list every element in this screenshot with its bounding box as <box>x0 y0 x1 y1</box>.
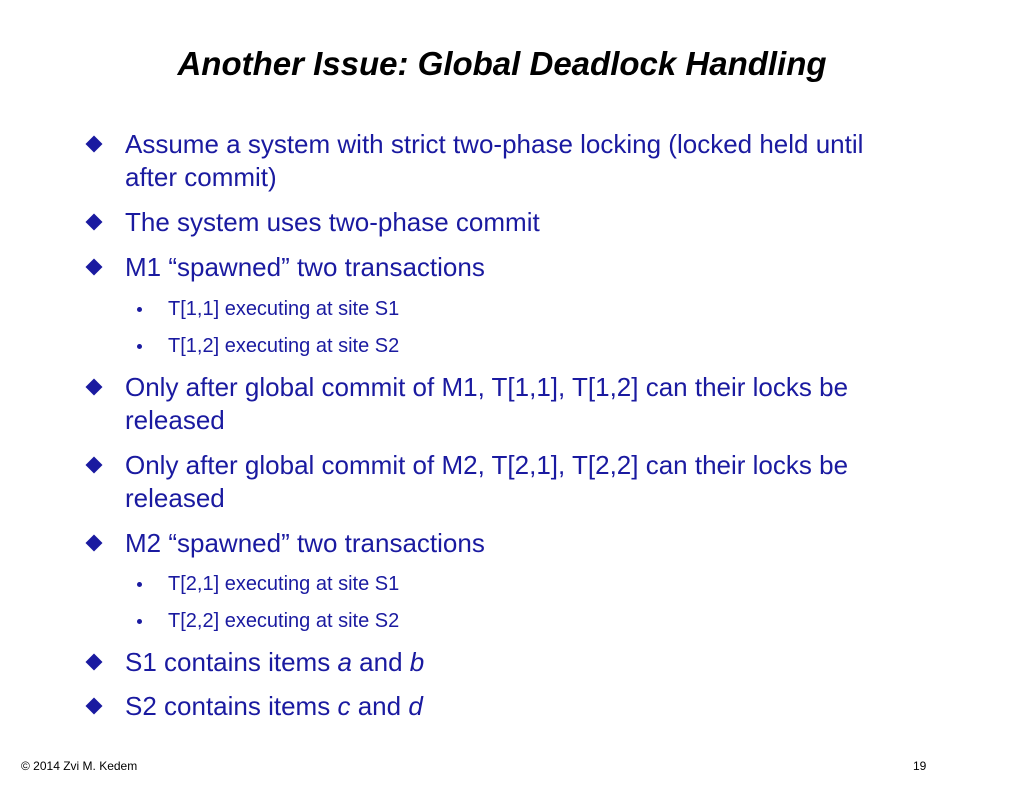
sub-bullet-text: T[1,2] executing at site S2 <box>168 335 400 357</box>
diamond-bullet-icon <box>86 698 103 715</box>
item-variable: d <box>408 691 423 721</box>
dot-bullet-icon <box>137 344 142 349</box>
bullet-text: S2 contains items c and d <box>125 691 423 721</box>
sub-bullet-item <box>137 296 399 322</box>
page-number: 19 <box>913 759 927 773</box>
bullet-item <box>84 449 904 515</box>
bullet-text: Only after global commit of M1, T[1,1], T[1,2] can their locks be released <box>125 372 849 435</box>
bullet-text: Assume a system with strict two-phase locking (locked held until after commit) <box>125 129 864 192</box>
bullet-item <box>84 128 904 194</box>
bullet-item <box>84 527 904 560</box>
footer-copyright: © 2014 Zvi M. Kedem <box>21 759 138 773</box>
bullet-text: M1 “spawned” two transactions <box>125 252 485 282</box>
bullet-item <box>84 251 904 284</box>
diamond-bullet-icon <box>86 457 103 474</box>
bullet-item <box>84 206 904 239</box>
diamond-bullet-icon <box>86 136 103 153</box>
diamond-bullet-icon <box>86 214 103 231</box>
bullet-item <box>84 646 904 679</box>
sub-bullet-item <box>137 608 399 634</box>
dot-bullet-icon <box>137 582 142 587</box>
dot-bullet-icon <box>137 619 142 624</box>
bullet-item <box>84 371 904 437</box>
bullet-item <box>84 690 904 723</box>
diamond-bullet-icon <box>86 259 103 276</box>
item-variable: c <box>337 691 351 721</box>
sub-bullet-text: T[1,1] executing at site S1 <box>168 298 400 320</box>
bullet-text: The system uses two-phase commit <box>125 207 540 237</box>
sub-bullet-item <box>137 333 399 359</box>
bullet-text: Only after global commit of M2, T[2,1], T[2,2] can their locks be released <box>125 450 849 513</box>
slide-title: Another Issue: Global Deadlock Handling <box>177 45 827 82</box>
bullet-text: S1 contains items a and b <box>125 647 425 677</box>
diamond-bullet-icon <box>86 535 103 552</box>
item-variable: b <box>409 647 425 677</box>
bullet-text: M2 “spawned” two transactions <box>125 528 485 558</box>
sub-bullet-text: T[2,2] executing at site S2 <box>168 610 400 632</box>
dot-bullet-icon <box>137 307 142 312</box>
sub-bullet-item <box>137 571 399 597</box>
diamond-bullet-icon <box>86 379 103 396</box>
item-variable: a <box>337 647 352 677</box>
diamond-bullet-icon <box>86 654 103 671</box>
sub-bullet-text: T[2,1] executing at site S1 <box>168 573 400 595</box>
